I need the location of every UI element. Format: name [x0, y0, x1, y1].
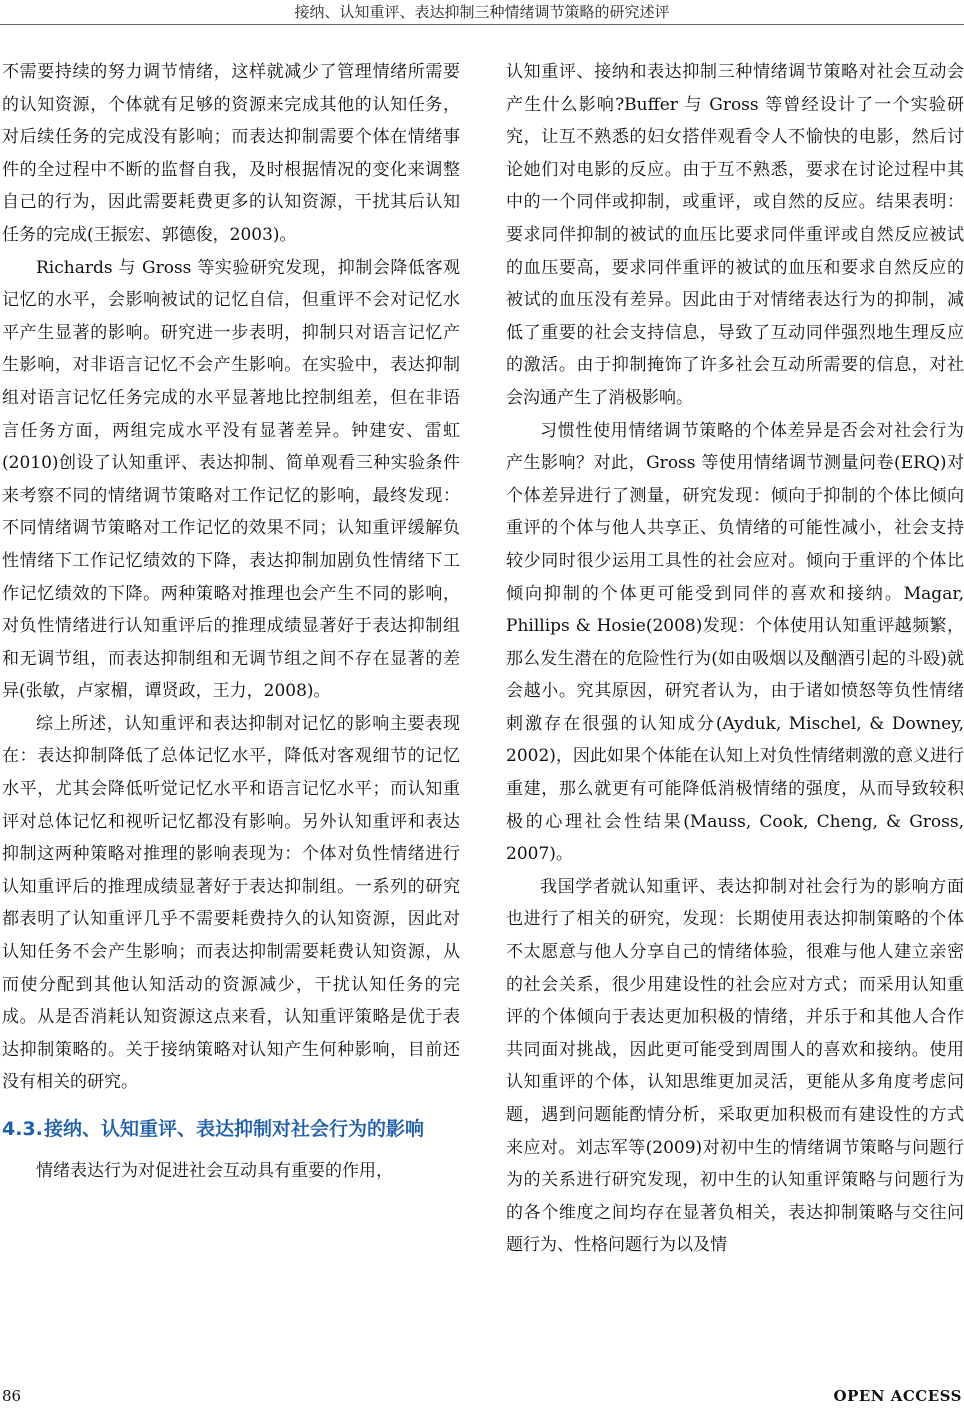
section-heading — [2, 1113, 460, 1145]
section-heading-text: 接纳、认知重评、表达抑制对社会行为的影响 — [44, 1118, 425, 1140]
open-access-label: OPEN ACCESS — [833, 1387, 962, 1405]
left-paragraph-1: 不需要持续的努力调节情绪，这样就减少了管理情绪所需要的认知资源，个体就有足够的资源来完成其他的认知任务，对后续任务的完成没有影响；而表达抑制需要个体在情绪事件的全过程中不断的监督自我，及时根据情况的变化来调整自己的行为，因此需要耗费更多的认知资源，干扰其后认知任务的完成(王振宏、郭德俊，2003)。 — [2, 62, 460, 245]
page-number: 86 — [2, 1387, 22, 1405]
right-paragraph-3: 我国学者就认知重评、表达抑制对社会行为的影响方面也进行了相关的研究，发现：长期使用表达抑制策略的个体不太愿意与他人分享自己的情绪体验，很难与他人建立亲密的社会关系，很少用建设性的社会应对方式；而采用认知重评的个体倾向于表达更加积极的情绪，并乐于和其他人合作共同面对挑战，因此更可能受到周围人的喜欢和接纳。使用认知重评的个体，认知思维更加灵活，更能从多角度考虑问题，遇到问题能酌情分析，采取更加积极而有建设性的方式来应对。刘志军等(2009)对初中生的情绪调节策略与问题行为的关系进行研究发现，初中生的认知重评策略与问题行为的各个维度之间均存在显著负相关，表达抑制策略与交往问题行为、性格问题行为以及情 — [506, 876, 964, 1256]
header-title: 接纳、认知重评、表达抑制三种情绪调节策略的研究述评 — [294, 3, 670, 21]
left-paragraph-4: 情绪表达行为对促进社会互动具有重要的作用， — [36, 1161, 393, 1181]
page-footer — [0, 1384, 964, 1408]
left-paragraph-3: 综上所述，认知重评和表达抑制对记忆的影响主要表现在：表达抑制降低了总体记忆水平，降低对客观细节的记忆水平，尤其会降低听觉记忆水平和语言记忆水平；而认知重评对总体记忆和视听记忆都没有影响。另外认知重评和表达抑制这两种策略对推理的影响表现为：个体对负性情绪进行认知重评后的推理成绩显著好于表达抑制组。一系列的研究都表明了认知重评几乎不需要耗费持久的认知资源，因此对认知任务不会产生影响；而表达抑制需要耗费认知资源，从而使分配到其他认知活动的资源减少，干扰认知任务的完成。从是否消耗认知资源这点来看，认知重评策略是优于表达抑制策略的。关于接纳策略对认知产生何种影响，目前还没有相关的研究。 — [2, 713, 460, 1093]
right-column — [506, 56, 964, 1262]
section-heading-number: 4.3. — [2, 1118, 43, 1140]
running-header — [0, 0, 964, 25]
left-column — [2, 56, 460, 1188]
right-paragraph-2: 习惯性使用情绪调节策略的个体差异是否会对社会行为产生影响？对此，Gross 等使用情绪调节测量问卷(ERQ)对个体差异进行了测量，研究发现：倾向于抑制的个体比倾向重评的个体与他人共享正、负情绪的可能性减小，社会支持较少同时很少运用工具性的社会应对。倾向于重评的个体比倾向抑制的个体更可能受到同伴的喜欢和接纳。Magar, Phillips & Hosie(2008)发现：个体使用认知重评越频繁，那么发生潜在的危险性行为(如由吸烟以及酗酒引起的斗殴)就会越小。究其原因，研究者认为，由于诸如愤怒等负性情绪刺激存在很强的认知成分(Ayduk, Mischel, & Downey, 2002)，因此如果个体能在认知上对负性情绪刺激的意义进行重建，那么就更有可能降低消极情绪的强度，从而导致较积极的心理社会性结果(Mauss, Cook, Cheng, & Gross, 2007)。 — [506, 420, 964, 865]
right-paragraph-1: 认知重评、接纳和表达抑制三种情绪调节策略对社会互动会产生什么影响?Buffer 与 Gross 等曾经设计了一个实验研究，让互不熟悉的妇女搭伴观看令人不愉快的电影，然后讨论她们对电影的反应。由于互不熟悉，要求在讨论过程中其中的一个同伴或抑制，或重评，或自然的反应。结果表明：要求同伴抑制的被试的血压比要求同伴重评或自然反应被试的血压要高，要求同伴重评的被试的血压和要求自然反应的被试的血压没有差异。因此由于对情绪表达行为的抑制，减低了重要的社会支持信息，导致了互动同伴强烈地生理反应的激活。由于抑制掩饰了许多社会互动所需要的信息，对社会沟通产生了消极影响。 — [506, 62, 964, 408]
left-paragraph-2: Richards 与 Gross 等实验研究发现，抑制会降低客观记忆的水平，会影响被试的记忆自信，但重评不会对记忆水平产生显著的影响。研究进一步表明，抑制只对语言记忆产生影响，对非语言记忆不会产生影响。在实验中，表达抑制组对语言记忆任务完成的水平显著地比控制组差，但在非语言任务方面，两组完成水平没有显著差异。钟建安、雷虹(2010)创设了认知重评、表达抑制、简单观看三种实验条件来考察不同的情绪调节策略对工作记忆的影响，最终发现：不同情绪调节策略对工作记忆的效果不同；认知重评缓解负性情绪下工作记忆绩效的下降，表达抑制加剧负性情绪下工作记忆绩效的下降。两种策略对推理也会产生不同的影响，对负性情绪进行认知重评后的推理成绩显著好于表达抑制组和无调节组，而表达抑制组和无调节组之间不存在显著的差异(张敏，卢家楣，谭贤政，王力，2008)。 — [2, 257, 460, 702]
